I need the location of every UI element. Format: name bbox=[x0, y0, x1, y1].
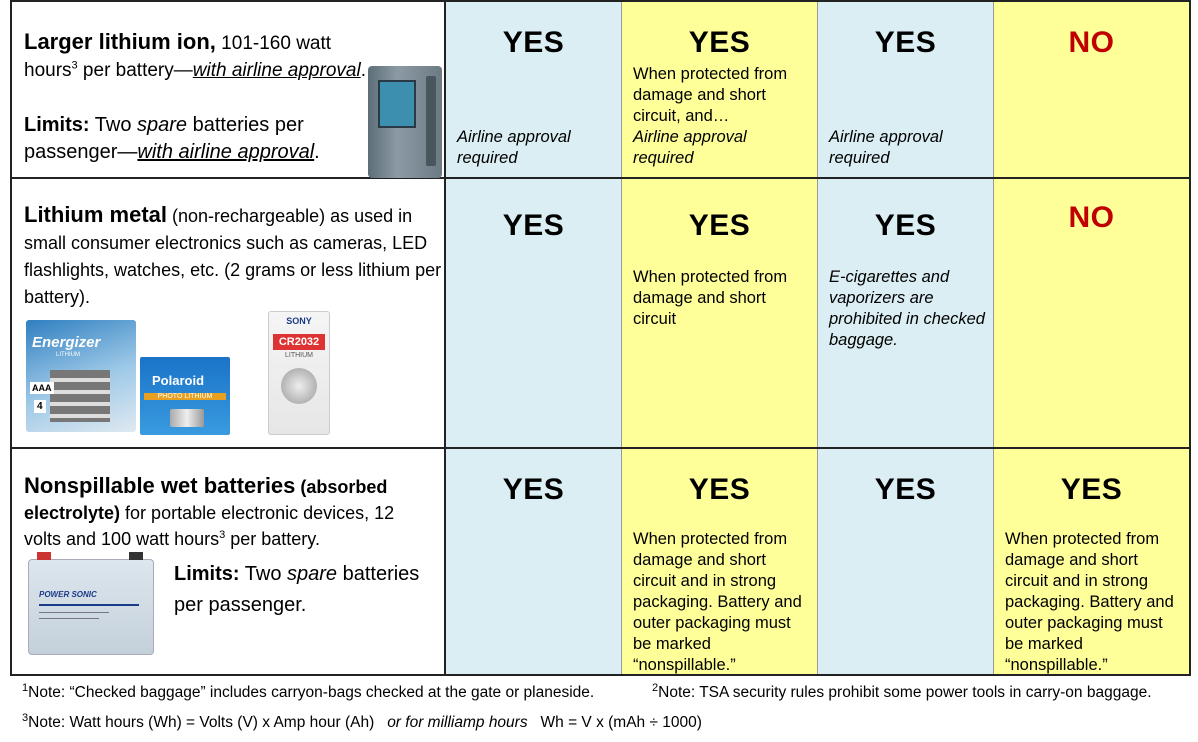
cell-checked bbox=[622, 2, 818, 177]
cr2032-label: CR2032 bbox=[273, 334, 325, 350]
cell-carry-on-device bbox=[818, 2, 994, 177]
cell-carry-on bbox=[446, 449, 622, 674]
row-title: Nonspillable wet batteries bbox=[24, 473, 296, 498]
cell-checked-device bbox=[994, 449, 1191, 674]
answer: YES bbox=[502, 26, 565, 59]
row-title: Lithium metal bbox=[24, 202, 168, 227]
cell-carry-on bbox=[446, 179, 622, 447]
limits-label: Limits: bbox=[24, 114, 90, 136]
cell-checked-device bbox=[994, 179, 1191, 447]
note-italic: Airline approval required bbox=[829, 128, 943, 167]
note-italic: Airline approval required bbox=[633, 128, 747, 167]
note: When protected from damage and short circuit, and… bbox=[633, 65, 788, 125]
footnote-1: $^1$Note: “Checked baggage” includes carryon-bags checked at the gate or planeside. bbox=[22, 681, 595, 701]
answer: YES bbox=[688, 26, 751, 59]
note: When protected from damage and short circuit bbox=[633, 268, 788, 328]
answer: YES bbox=[1060, 473, 1123, 506]
limits-text: Limits: Two spare batteries per passenger. bbox=[174, 563, 420, 616]
footnote-2: $^2$Note: TSA security rules prohibit some power tools in carry-on baggage. bbox=[652, 681, 1152, 701]
cell-carry-on-device bbox=[818, 179, 994, 447]
answer: YES bbox=[874, 209, 937, 242]
description-text: Larger lithium ion, 101-160 watt hours$^3$ per battery—with airline approval. bbox=[24, 29, 366, 81]
polaroid-battery-image: Polaroid PHOTO LITHIUM bbox=[140, 357, 230, 435]
answer: YES bbox=[874, 473, 937, 506]
answer: NO bbox=[1068, 201, 1115, 234]
answer: YES bbox=[688, 473, 751, 506]
note: When protected from damage and short circuit and in strong packaging. Battery and outer packaging must be marked “nonspillable.” bbox=[633, 530, 802, 674]
row-description bbox=[10, 449, 446, 674]
battery-rules-table bbox=[10, 0, 1191, 676]
row-larger-lithium-ion bbox=[10, 0, 1191, 179]
note: When protected from damage and short circuit and in strong packaging. Battery and outer packaging must be marked “nonspillable.” bbox=[1005, 530, 1174, 674]
cell-checked-device bbox=[994, 2, 1191, 177]
cell-checked bbox=[622, 449, 818, 674]
row-description bbox=[10, 2, 446, 177]
answer: NO bbox=[1068, 26, 1115, 59]
answer: YES bbox=[874, 26, 937, 59]
cell-carry-on-device bbox=[818, 449, 994, 674]
answer: YES bbox=[502, 473, 565, 506]
answer: YES bbox=[502, 209, 565, 242]
limits-text: Limits: Two spare batteries per passenger—with airline approval. bbox=[24, 114, 320, 163]
lithium-ion-battery-image bbox=[368, 66, 442, 178]
row-lithium-metal bbox=[10, 179, 1191, 449]
energizer-battery-image: Energizer LITHIUM AAA 4 bbox=[26, 320, 136, 432]
footnote-3: $^3$Note: Watt hours (Wh) = Volts (V) x Amp hour (Ah) or for milliamp hours Wh = V x (mAh ÷ 1000) bbox=[22, 711, 702, 731]
row-description bbox=[10, 179, 446, 447]
energizer-label: Energizer bbox=[32, 334, 101, 351]
note-italic: E-cigarettes and vaporizers are prohibited in checked baggage. bbox=[829, 268, 985, 349]
cell-carry-on bbox=[446, 2, 622, 177]
note-italic: Airline approval required bbox=[457, 128, 571, 167]
polaroid-label: Polaroid bbox=[152, 373, 205, 388]
description-text: Nonspillable wet batteries (absorbed electrolyte) for portable electronic devices, 12 volts and 100 watt hours$^3$ per battery. bbox=[24, 473, 395, 549]
description-text: Lithium metal (non-rechargeable) as used in small consumer electronics such as cameras, LED flashlights, watches, etc. (2 grams or less lithium per battery). bbox=[24, 202, 442, 307]
limits-label: Limits: bbox=[174, 563, 240, 585]
power-sonic-label: POWER SONIC bbox=[39, 590, 97, 599]
row-title: Larger lithium ion, bbox=[24, 29, 216, 54]
wet-battery-image bbox=[28, 559, 154, 655]
cell-checked bbox=[622, 179, 818, 447]
sony-cr2032-image: SONY CR2032 LITHIUM bbox=[268, 311, 330, 435]
row-nonspillable-wet bbox=[10, 449, 1191, 676]
answer: YES bbox=[688, 209, 751, 242]
